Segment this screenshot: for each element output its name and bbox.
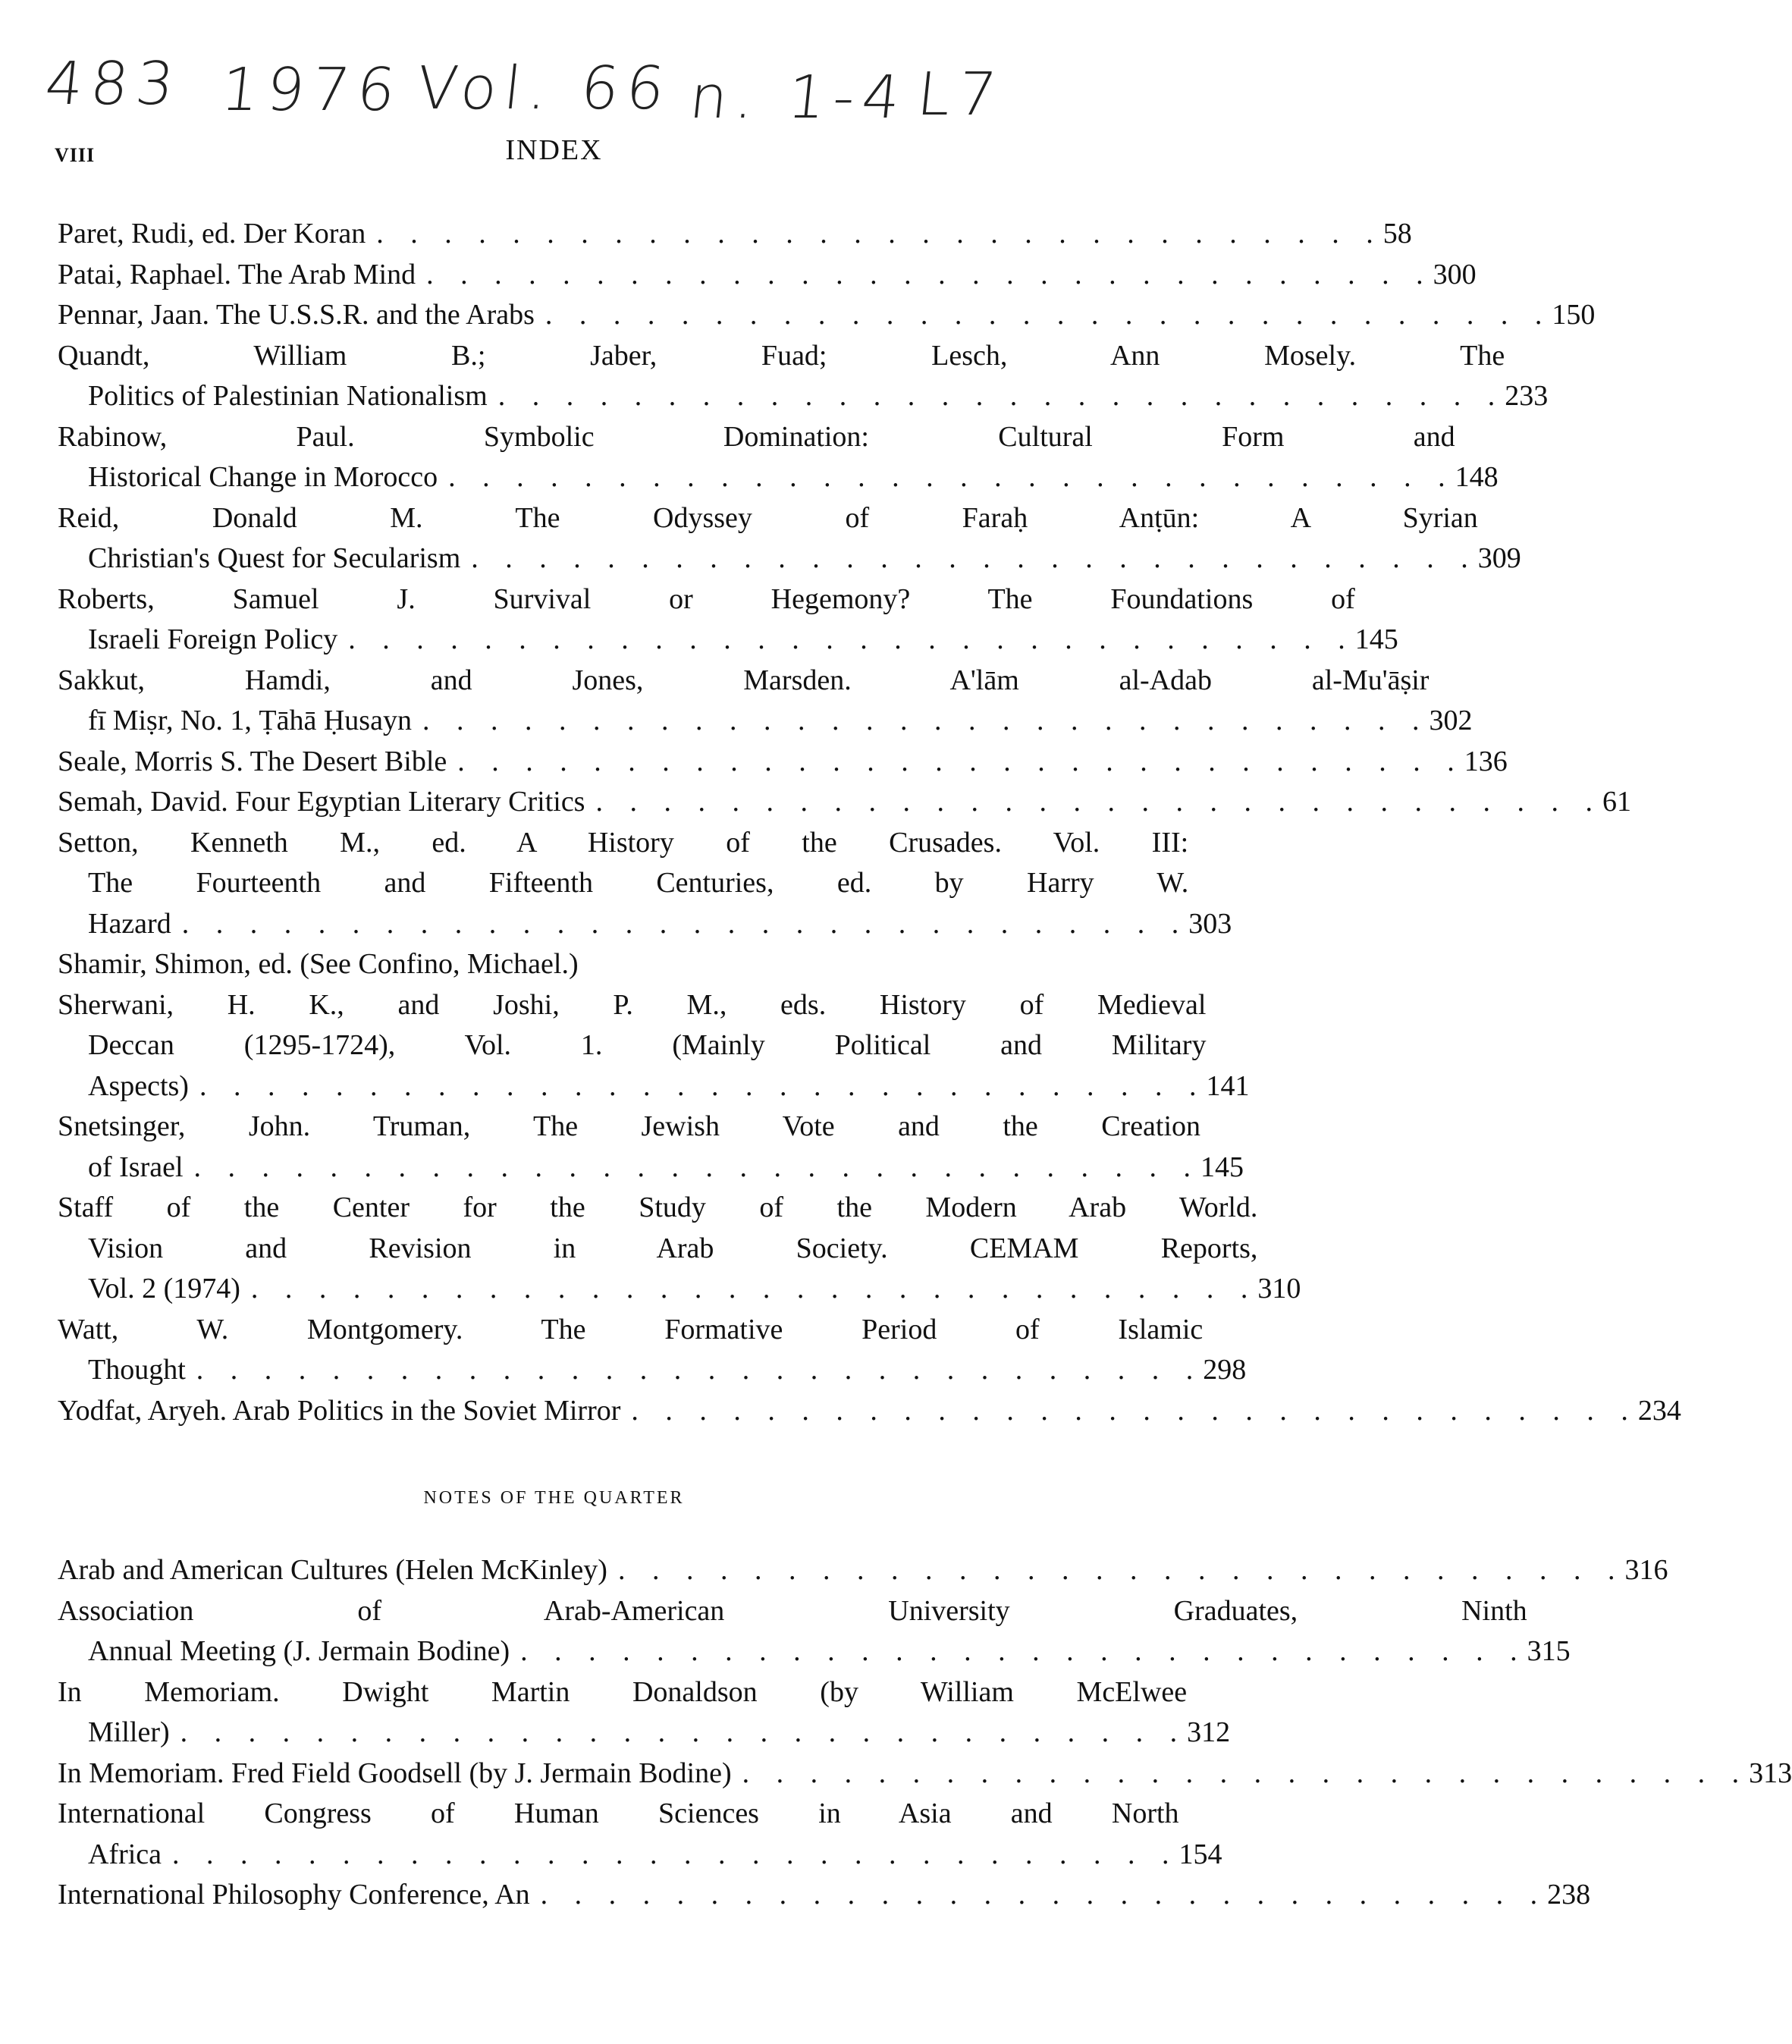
entry-line: Miller) — [88, 1716, 170, 1748]
entry-line: Aspects) — [88, 1069, 189, 1102]
index-entry — [58, 498, 1521, 579]
index-entry — [58, 255, 1477, 296]
entry-line: In Memoriam. Fred Field Goodsell (by J. Jermain Bodine) — [58, 1757, 732, 1789]
page-title: INDEX — [505, 134, 603, 166]
entry-line: Yodfat, Aryeh. Arab Politics in the Soviet Mirror — [58, 1394, 621, 1427]
page-number: 302 — [1429, 705, 1473, 736]
index-entry — [58, 336, 1549, 417]
entry-text — [58, 1188, 1257, 1310]
entry-text — [58, 1310, 1203, 1391]
dot-leader: . . . . . . . . . . . . . . . . . . . . . . . . . . . . . . — [448, 461, 1455, 493]
handwritten-year: 1976 — [218, 56, 406, 124]
entry-line: Pennar, Jaan. The U.S.S.R. and the Arabs — [58, 299, 535, 331]
dot-leader: . . . . . . . . . . . . . . . . . . . . . . . . . . . . . . — [545, 299, 1552, 331]
index-entry — [58, 1591, 1571, 1672]
index-entry — [58, 214, 1412, 255]
entry-line: Patai, Raphael. The Arab Mind — [58, 258, 416, 290]
page-number: 136 — [1464, 745, 1508, 777]
page-number: 58 — [1382, 218, 1412, 250]
dot-leader: . . . . . . . . . . . . . . . . . . . . . . . . . . . . . . — [172, 1838, 1179, 1870]
page-number: 300 — [1433, 258, 1477, 290]
entry-text — [58, 1754, 1749, 1794]
dot-leader: . . . . . . . . . . . . . . . . . . . . . . . . . . . . . . — [497, 380, 1505, 412]
entry-line: Staff of the Center for the Study of the Modern Arab World. — [58, 1192, 1258, 1223]
index-entry — [58, 417, 1499, 498]
entry-text — [58, 944, 960, 985]
entry-text — [58, 782, 1602, 823]
entry-text — [58, 1107, 1200, 1188]
entry-text — [58, 498, 1478, 579]
index-entry — [58, 661, 1473, 742]
dot-leader: . . . . . . . . . . . . . . . . . . . . . . . . . . . . . . — [595, 786, 1602, 818]
entry-line: Rabinow, Paul. Symbolic Domination: Cultural Form and — [58, 420, 1455, 453]
index-entry — [58, 1672, 1231, 1754]
index-entry — [58, 1107, 1244, 1188]
entry-line: Annual Meeting (J. Jermain Bodine) — [88, 1635, 510, 1667]
entry-line: Snetsinger, John. Truman, The Jewish Vote and the Creation — [58, 1110, 1201, 1142]
entry-text — [58, 742, 1464, 783]
entry-line: Reid, Donald M. The Odyssey of Faraḥ Anṭūn: A Syrian — [58, 501, 1478, 534]
entry-line: Watt, W. Montgomery. The Formative Period of Islamic — [58, 1313, 1204, 1345]
page-number: 316 — [1624, 1554, 1668, 1586]
entry-line: fī Miṣr, No. 1, Ṭāhā Ḥusayn — [88, 705, 412, 736]
index-entry — [58, 1794, 1222, 1875]
dot-leader: . . . . . . . . . . . . . . . . . . . . . . . . . . . . . . — [199, 1069, 1207, 1102]
entry-text — [58, 1875, 1547, 1916]
dot-leader: . . . . . . . . . . . . . . . . . . . . . . . . . . . . . . — [193, 1151, 1201, 1183]
dot-leader: . . . . . . . . . . . . . . . . . . . . . . . . . . . . . . — [376, 218, 1383, 250]
page-number: 233 — [1505, 380, 1549, 412]
index-entry — [58, 944, 1044, 985]
entry-text — [58, 1794, 1179, 1875]
entry-line: The Fourteenth and Fifteenth Centuries, ed. by Harry W. — [88, 867, 1189, 899]
dot-leader: . . . . . . . . . . . . . . . . . . . . . . . . . . . . . . — [348, 623, 1355, 655]
handwritten-code: L7 — [914, 61, 1007, 129]
entry-line: Sherwani, H. K., and Joshi, P. M., eds. History of Medieval — [58, 988, 1207, 1021]
entry-line: Shamir, Shimon, ed. (See Confino, Michael.) — [58, 948, 579, 980]
page-number: 309 — [1477, 542, 1521, 574]
entry-text — [58, 336, 1505, 417]
section-heading: NOTES OF THE QUARTER — [423, 1488, 685, 1508]
page-number: 148 — [1455, 461, 1499, 493]
page-number: 303 — [1188, 907, 1232, 940]
entry-text — [58, 1591, 1527, 1672]
entry-line: Politics of Palestinian Nationalism — [88, 380, 488, 412]
index-entry — [58, 579, 1398, 661]
handwritten-shelf-note — [42, 50, 1062, 141]
entry-line: of Israel — [88, 1151, 184, 1183]
page-number: 154 — [1178, 1838, 1222, 1870]
entry-line: Vol. 2 (1974) — [88, 1273, 240, 1305]
dot-leader: . . . . . . . . . . . . . . . . . . . . . . . . . . . . . . — [426, 258, 1433, 290]
entry-line: Quandt, William B.; Jaber, Fuad; Lesch, Ann Mosely. The — [58, 339, 1505, 372]
entry-line: International Philosophy Conference, An — [58, 1879, 530, 1911]
page-number: 234 — [1637, 1394, 1681, 1427]
entry-line: Seale, Morris S. The Desert Bible — [58, 745, 447, 777]
entry-line: Israeli Foreign Policy — [88, 623, 338, 655]
index-entry — [58, 1188, 1301, 1310]
page-number: 315 — [1527, 1635, 1571, 1667]
entry-line: International Congress of Human Sciences in Asia and North — [58, 1798, 1179, 1829]
index-entry — [58, 782, 1631, 823]
index-entry — [58, 1310, 1247, 1391]
index-entry — [58, 1550, 1668, 1591]
entry-line: Roberts, Samuel J. Survival or Hegemony? The Foundations of — [58, 582, 1355, 615]
dot-leader: . . . . . . . . . . . . . . . . . . . . . . . . . . . . . . — [181, 907, 1189, 940]
dot-leader: . . . . . . . . . . . . . . . . . . . . . . . . . . . . . . — [631, 1394, 1638, 1427]
dot-leader: . . . . . . . . . . . . . . . . . . . . . . . . . . . . . . — [540, 1879, 1548, 1911]
entry-text — [58, 985, 1206, 1107]
page-folio: VIII — [55, 144, 96, 166]
entry-line: Arab and American Cultures (Helen McKinley) — [58, 1554, 607, 1586]
index-entry — [58, 985, 1250, 1107]
dot-leader: . . . . . . . . . . . . . . . . . . . . . . . . . . . . . . — [742, 1757, 1750, 1789]
entry-line: Vision and Revision in Arab Society. CEMAM Reports, — [88, 1232, 1258, 1264]
entry-text — [58, 1550, 1624, 1591]
index-entry — [58, 1875, 1591, 1916]
entry-text — [58, 1391, 1638, 1432]
page-number: 61 — [1602, 786, 1631, 818]
dot-leader: . . . . . . . . . . . . . . . . . . . . . . . . . . . . . . — [617, 1554, 1625, 1586]
entry-text — [58, 661, 1429, 742]
index-entry — [58, 823, 1232, 945]
index-entry — [58, 1391, 1681, 1432]
entry-line: Africa — [88, 1838, 162, 1870]
entry-line: Thought — [88, 1354, 186, 1386]
dot-leader: . . . . . . . . . . . . . . . . . . . . . . . . . . . . . . — [471, 542, 1478, 574]
page-number: 150 — [1552, 299, 1596, 331]
entry-line: In Memoriam. Dwight Martin Donaldson (by William McElwee — [58, 1675, 1188, 1708]
handwritten-volume: Vol. 66 — [413, 55, 676, 123]
entry-line: Semah, David. Four Egyptian Literary Critics — [58, 786, 585, 818]
page-number: 238 — [1547, 1879, 1591, 1911]
handwritten-number: 483 — [42, 50, 185, 118]
notes-list — [58, 1550, 1792, 1916]
dot-leader: . . . . . . . . . . . . . . . . . . . . . . . . . . . . . . — [180, 1716, 1188, 1748]
page-number: 313 — [1749, 1757, 1792, 1789]
entry-text — [58, 295, 1552, 336]
entry-line: Historical Change in Morocco — [88, 461, 438, 493]
page-number: 312 — [1187, 1716, 1231, 1748]
entry-text — [58, 255, 1433, 296]
index-entry — [58, 295, 1596, 336]
entry-line: Setton, Kenneth M., ed. A History of the Crusades. Vol. III: — [58, 826, 1189, 859]
dot-leader: . . . . . . . . . . . . . . . . . . . . . . . . . . . . . . — [457, 745, 1464, 777]
page-number: 145 — [1354, 623, 1398, 655]
dot-leader: . . . . . . . . . . . . . . . . . . . . . . . . . . . . . . — [422, 705, 1430, 736]
entry-line: Deccan (1295-1724), Vol. 1. (Mainly Political and Military — [88, 1029, 1207, 1061]
page-number: 145 — [1200, 1151, 1244, 1183]
entry-line: Association of Arab-American University Graduates, Ninth — [58, 1594, 1527, 1627]
handwritten-issues: n. 1-4 — [686, 64, 912, 132]
page-number: 310 — [1257, 1273, 1301, 1305]
index-list — [58, 214, 1681, 1431]
page-number: 141 — [1206, 1069, 1250, 1102]
index-entry — [58, 1754, 1792, 1794]
entry-text — [58, 214, 1383, 255]
page-number: 298 — [1203, 1354, 1247, 1386]
dot-leader: . . . . . . . . . . . . . . . . . . . . . . . . . . . . . . — [520, 1635, 1527, 1667]
dot-leader: . . . . . . . . . . . . . . . . . . . . . . . . . . . . . . — [196, 1354, 1204, 1386]
entry-text — [58, 579, 1355, 661]
index-entry — [58, 742, 1508, 783]
entry-line: Christian's Quest for Secularism — [88, 542, 461, 574]
entry-text — [58, 1672, 1187, 1754]
page-header — [52, 133, 1056, 171]
entry-text — [58, 823, 1188, 945]
entry-line: Hazard — [88, 907, 171, 940]
entry-line: Paret, Rudi, ed. Der Koran — [58, 218, 366, 250]
entry-text — [58, 417, 1455, 498]
dot-leader: . . . . . . . . . . . . . . . . . . . . . . . . . . . . . . — [250, 1273, 1258, 1305]
entry-line: Sakkut, Hamdi, and Jones, Marsden. A'lām al-Adab al-Mu'āṣir — [58, 664, 1430, 696]
